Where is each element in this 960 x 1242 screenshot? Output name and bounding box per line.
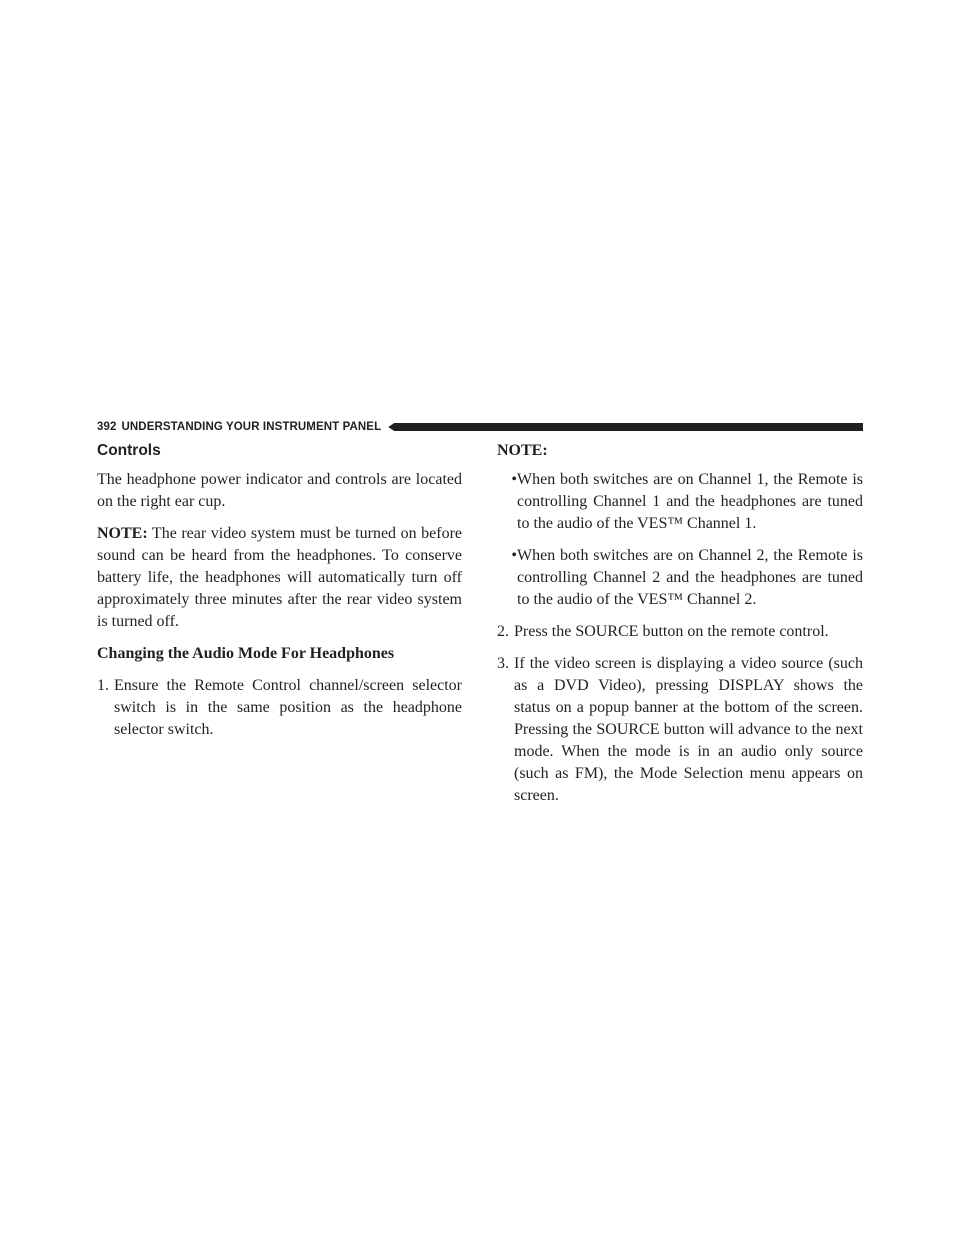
left-column [97,440,462,751]
note-label: NOTE: [97,525,148,542]
step-3 [497,653,863,807]
section-title: UNDERSTANDING YOUR INSTRUMENT PANEL [121,421,382,433]
step-1 [97,675,462,741]
page-header [97,420,863,434]
note-paragraph [97,523,462,633]
list-item [497,545,863,611]
step-2-number: 2. [497,623,509,640]
audio-mode-subheading: Changing the Audio Mode For Headphones [97,645,395,662]
step-3-number: 3. [497,655,509,672]
page-number: 392 [97,421,117,433]
note-bullets [497,469,863,611]
step-3-text: If the video screen is displaying a video source (such as a DVD Video), pressing DISPLAY shows the status on a popup banner at the bottom of the screen. Pressing the SOURCE button will advance to the next mode. When the mode is in an audio only source (such as FM), the Mode Selection menu appears on screen. [514,655,863,804]
note-text: The rear video system must be turned on before sound can be heard from the headphones. To conserve battery life, the headphones will automatically turn off approximately three minutes after the rear video system is turned off. [97,525,462,630]
controls-heading: Controls [97,442,161,459]
bullet-icon: • [511,471,517,488]
list-item [497,469,863,535]
step-1-number: 1. [97,677,109,694]
step-2 [497,621,863,643]
bullet-1-text: When both switches are on Channel 1, the Remote is controlling Channel 1 and the headphones are tuned to the audio of the VES™ Channel 1. [517,471,863,532]
step-1-text: Ensure the Remote Control channel/screen selector switch is in the same position as the headphone selector switch. [114,677,462,738]
bullet-2-text: When both switches are on Channel 2, the Remote is controlling Channel 2 and the headphones are tuned to the audio of the VES™ Channel 2. [517,547,863,608]
power-indicator-paragraph: The headphone power indicator and controls are located on the right ear cup. [97,471,462,510]
step-2-text: Press the SOURCE button on the remote control. [514,623,829,640]
note-heading: NOTE: [497,442,548,459]
header-rule [388,423,863,431]
right-column [497,440,863,817]
bullet-icon: • [511,547,517,564]
